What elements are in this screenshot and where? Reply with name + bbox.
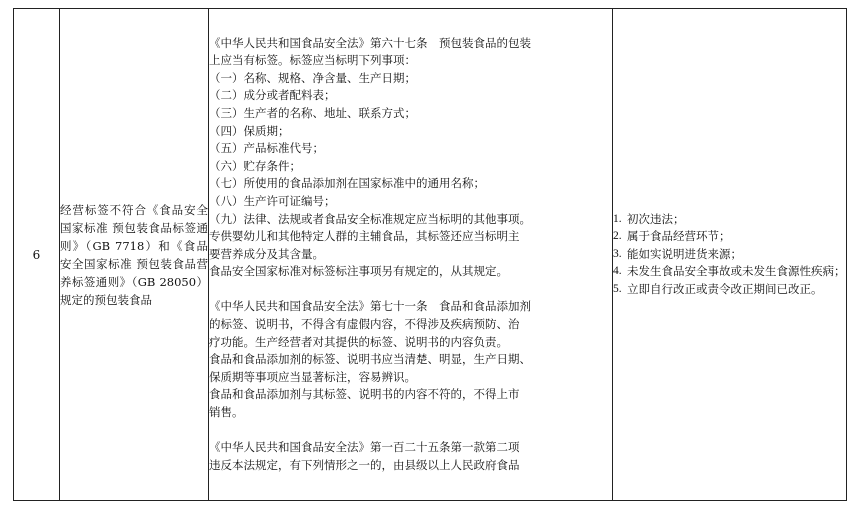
- condition-text: 属于食品经营环节；: [627, 229, 731, 244]
- law-line: 疗功能。生产经营者对其提供的标签、说明书的内容负责。: [209, 334, 508, 349]
- law-line: （七）所使用的食品添加剂在国家标准中的通用名称；: [209, 176, 485, 191]
- condition-number: 4.: [613, 265, 622, 278]
- conditions-cell: [613, 9, 847, 501]
- law-line: 上应当有标签。标签应当标明下列事项：: [209, 53, 416, 68]
- condition-item: [613, 228, 846, 246]
- condition-item: [613, 211, 846, 229]
- condition-number: 5.: [613, 282, 622, 295]
- law-line: 专供婴幼儿和其他特定人群的主辅食品，其标签还应当标明主: [209, 229, 520, 244]
- law-line: 违反本法规定，有下列情形之一的，由县级以上人民政府食品: [209, 457, 520, 472]
- conditions-list: [613, 211, 846, 299]
- condition-text: 能如实说明进货来源；: [627, 246, 742, 261]
- legal-basis-text: [209, 35, 612, 475]
- condition-text: 立即自行改正或责令改正期间已改正。: [627, 281, 823, 296]
- law-line: （五）产品标准代号；: [209, 141, 324, 156]
- law-line: （八）生产许可证编号；: [209, 193, 336, 208]
- law-line: （六）贮存条件；: [209, 158, 301, 173]
- law-line: 食品和食品添加剂与其标签、说明书的内容不符的，不得上市: [209, 387, 520, 402]
- law-line: 《中华人民共和国食品安全法》第七十一条 食品和食品添加剂: [209, 299, 531, 314]
- law-line: 保质期等事项应当显著标注，容易辨识。: [209, 369, 416, 384]
- violation-cell: [60, 9, 209, 501]
- condition-text: 初次违法；: [627, 211, 685, 226]
- law-line: 《中华人民共和国食品安全法》第一百二十五条第一款第二项: [209, 440, 520, 455]
- law-line: （一）名称、规格、净含量、生产日期；: [209, 70, 416, 85]
- condition-item: [613, 281, 846, 299]
- law-line: 的标签、说明书，不得含有虚假内容，不得涉及疾病预防、治: [209, 317, 520, 332]
- law-line: 《中华人民共和国食品安全法》第六十七条 预包装食品的包装: [209, 35, 531, 50]
- violation-text: 经营标签不符合《食品安全国家标准 预包装食品标签通则》（GB 7718）和《食品安全国家标准 预包装食品营养标签通则》（GB 28050）规定的预包装食品: [60, 202, 208, 307]
- condition-text: 未发生食品安全事故或未发生食源性疾病；: [627, 264, 846, 279]
- law-paragraph: [209, 35, 612, 281]
- condition-number: 1.: [613, 212, 622, 225]
- condition-item: [613, 263, 846, 281]
- law-paragraph: [209, 439, 612, 474]
- row-number-cell: [14, 9, 60, 501]
- law-line: 食品和食品添加剂的标签、说明书应当清楚、明显，生产日期、: [209, 352, 531, 367]
- law-line: 食品安全国家标准对标签标注事项另有规定的，从其规定。: [209, 264, 508, 279]
- law-line: （二）成分或者配料表；: [209, 88, 336, 103]
- law-line: （九）法律、法规或者食品安全标准规定应当标明的其他事项。: [209, 211, 531, 226]
- condition-number: 2.: [613, 230, 622, 243]
- law-line: 要营养成分及其含量。: [209, 246, 324, 261]
- law-line: （三）生产者的名称、地址、联系方式；: [209, 105, 416, 120]
- law-line: （四）保质期；: [209, 123, 290, 138]
- law-paragraph: [209, 298, 612, 421]
- regulation-table: [13, 8, 847, 501]
- condition-number: 3.: [613, 247, 622, 260]
- law-line: 销售。: [209, 405, 244, 420]
- condition-item: [613, 246, 846, 264]
- legal-basis-cell: [209, 9, 613, 501]
- row-number: 6: [32, 247, 41, 262]
- table-row: [14, 9, 847, 501]
